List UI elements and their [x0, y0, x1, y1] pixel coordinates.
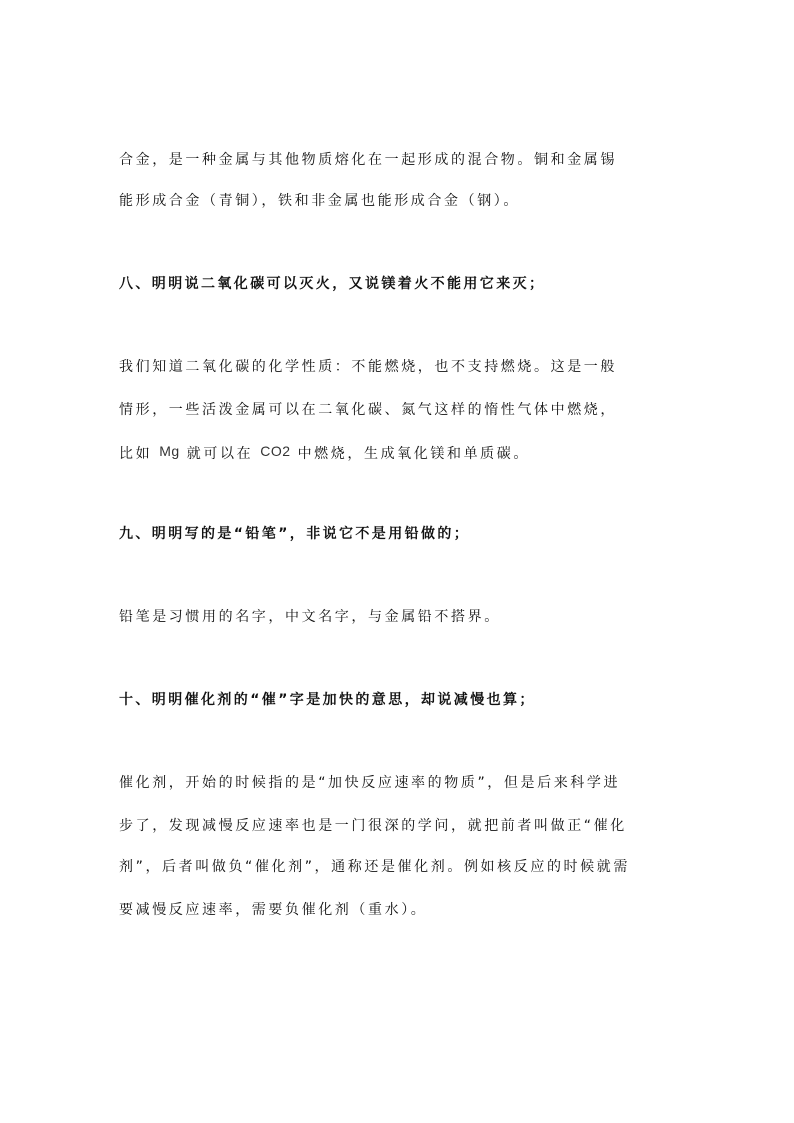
- paragraph-alloy-line-1: 合金，是一种金属与其他物质熔化在一起形成的混合物。铜和金属锡: [119, 152, 617, 168]
- paragraph-alloy-line-2: 能形成合金（青铜），铁和非金属也能形成合金（钢）。: [119, 193, 520, 209]
- heading-8: 八、明明说二氧化碳可以灭火，又说镁着火不能用它来灭；: [119, 276, 546, 292]
- heading-9: 九、明明写的是“铅笔”，非说它不是用铅做的；: [119, 526, 471, 542]
- paragraph-co2-line-3-part-3: 中燃烧，生成氧化镁和单质碳。: [290, 446, 530, 462]
- paragraph-pencil-line-1: 铅笔是习惯用的名字，中文名字，与金属铅不搭界。: [119, 609, 501, 625]
- paragraph-co2-line-3-part-1: 比如: [119, 446, 160, 462]
- paragraph-catalyst-line-4: 要减慢反应速率，需要负催化剂（重水）。: [119, 902, 428, 918]
- paragraph-catalyst-line-3: 剂”，后者叫做负“催化剂”，通称还是催化剂。例如核反应的时候就需: [119, 859, 630, 875]
- paragraph-co2-line-3: [119, 441, 679, 464]
- co2-formula: CO2: [260, 443, 291, 459]
- paragraph-co2-line-3-part-2: 就可以在: [179, 446, 261, 462]
- heading-10: 十、明明催化剂的“催”字是加快的意思，却说减慢也算；: [119, 692, 536, 708]
- mg-formula: Mg: [159, 443, 180, 459]
- paragraph-catalyst-line-1: 催化剂，开始的时候指的是“加快反应速率的物质”，但是后来科学进: [119, 775, 621, 791]
- paragraph-co2-line-2: 情形，一些活泼金属可以在二氧化碳、氮气这样的惰性气体中燃烧，: [119, 402, 617, 418]
- paragraph-catalyst-line-2: 步了，发现减慢反应速率也是一门很深的学问，就把前者叫做正“催化: [119, 818, 627, 834]
- paragraph-co2-line-1: 我们知道二氧化碳的化学性质：不能燃烧，也不支持燃烧。这是一般: [119, 359, 617, 375]
